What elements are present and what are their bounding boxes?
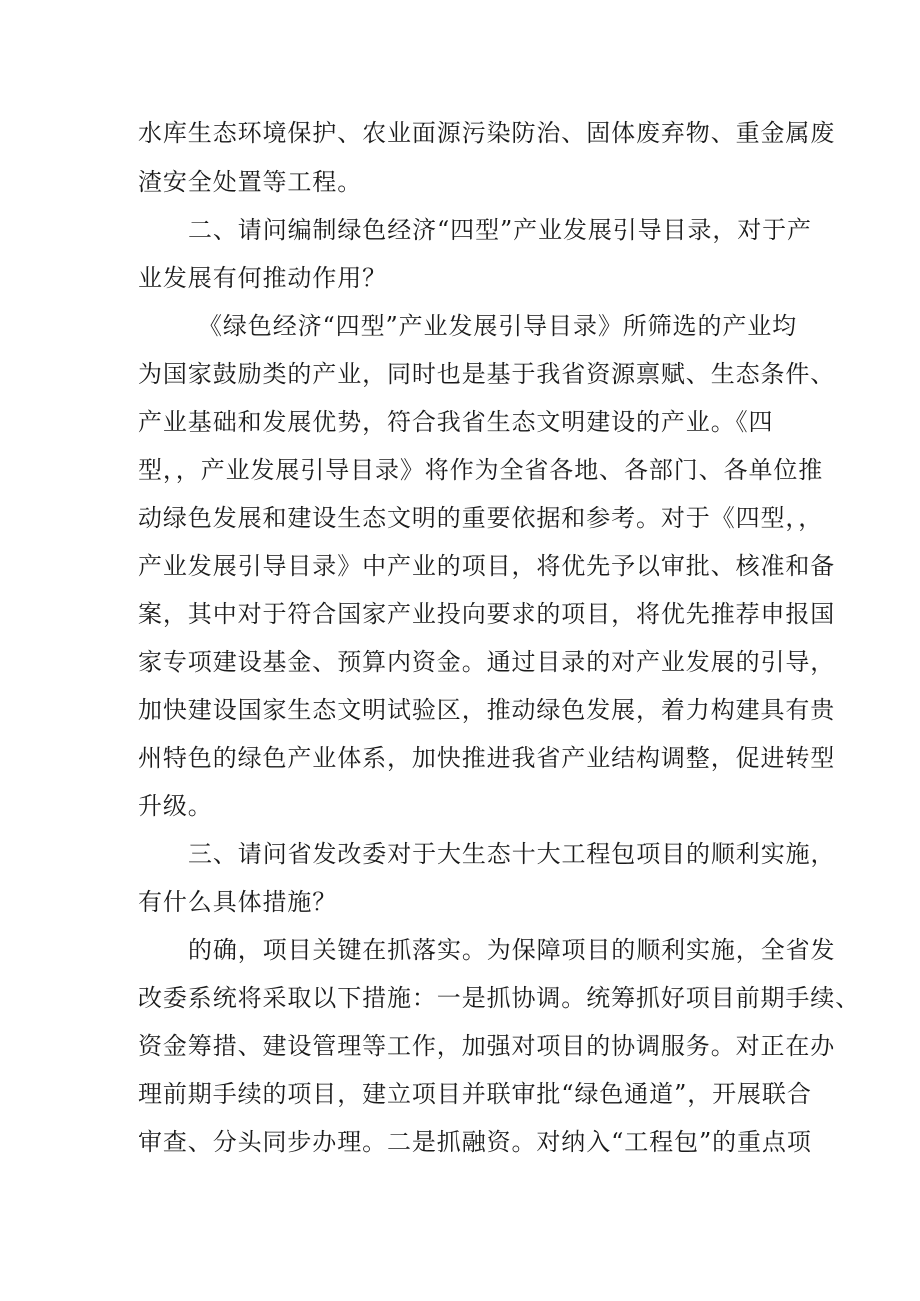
text-line: 水库生态环境保护、农业面源污染防治、固体废弃物、重金属废	[138, 119, 836, 147]
text-line: 改委系统将采取以下措施：一是抓协调。统筹抓好项目前期手续、	[138, 984, 861, 1012]
question-heading-line: 业发展有何推动作用？	[138, 264, 387, 292]
text-line: 产业发展引导目录》中产业的项目，将优先予以审批、核准和备	[138, 552, 836, 580]
text-line: 加快建设国家生态文明试验区，推动绿色发展，着力构建具有贵	[138, 696, 836, 724]
text-line: 升级。	[138, 792, 213, 820]
text-line: 产业基础和发展优势，符合我省生态文明建设的产业。《四	[138, 408, 774, 436]
question-heading-line: 有什么具体措施？	[138, 888, 338, 916]
text-line: 审查、分头同步办理。二是抓融资。对纳入“工程包”的重点项	[138, 1128, 812, 1156]
text-line: 《绿色经济“四型”产业发展引导目录》所筛选的产业均	[198, 312, 798, 340]
text-line: 渣安全处置等工程。	[138, 168, 363, 196]
text-line: 资金筹措、建设管理等工作，加强对项目的协调服务。对正在办	[138, 1032, 836, 1060]
text-line: 动绿色发展和建设生态文明的重要依据和参考。对于《四型，，	[138, 504, 824, 532]
question-heading-line: 三、请问省发改委对于大生态十大工程包项目的顺利实施，	[188, 840, 836, 868]
text-line: 州特色的绿色产业体系，加快推进我省产业结构调整，促进转型	[138, 744, 836, 772]
text-line: 的确，项目关键在抓落实。为保障项目的顺利实施，全省发	[188, 936, 836, 964]
text-line: 家专项建设基金、预算内资金。通过目录的对产业发展的引导，	[138, 648, 836, 676]
text-line: 案，其中对于符合国家产业投向要求的项目，将优先推荐申报国	[138, 600, 836, 628]
text-line: 理前期手续的项目，建立项目并联审批“绿色通道”，开展联合	[138, 1080, 812, 1108]
text-line: 为国家鼓励类的产业，同时也是基于我省资源禀赋、生态条件、	[138, 360, 836, 388]
question-heading-line: 二、请问编制绿色经济“四型”产业发展引导目录，对于产	[188, 216, 812, 244]
text-line: 型，，产业发展引导目录》将作为全省各地、各部门、各单位推	[138, 456, 824, 484]
